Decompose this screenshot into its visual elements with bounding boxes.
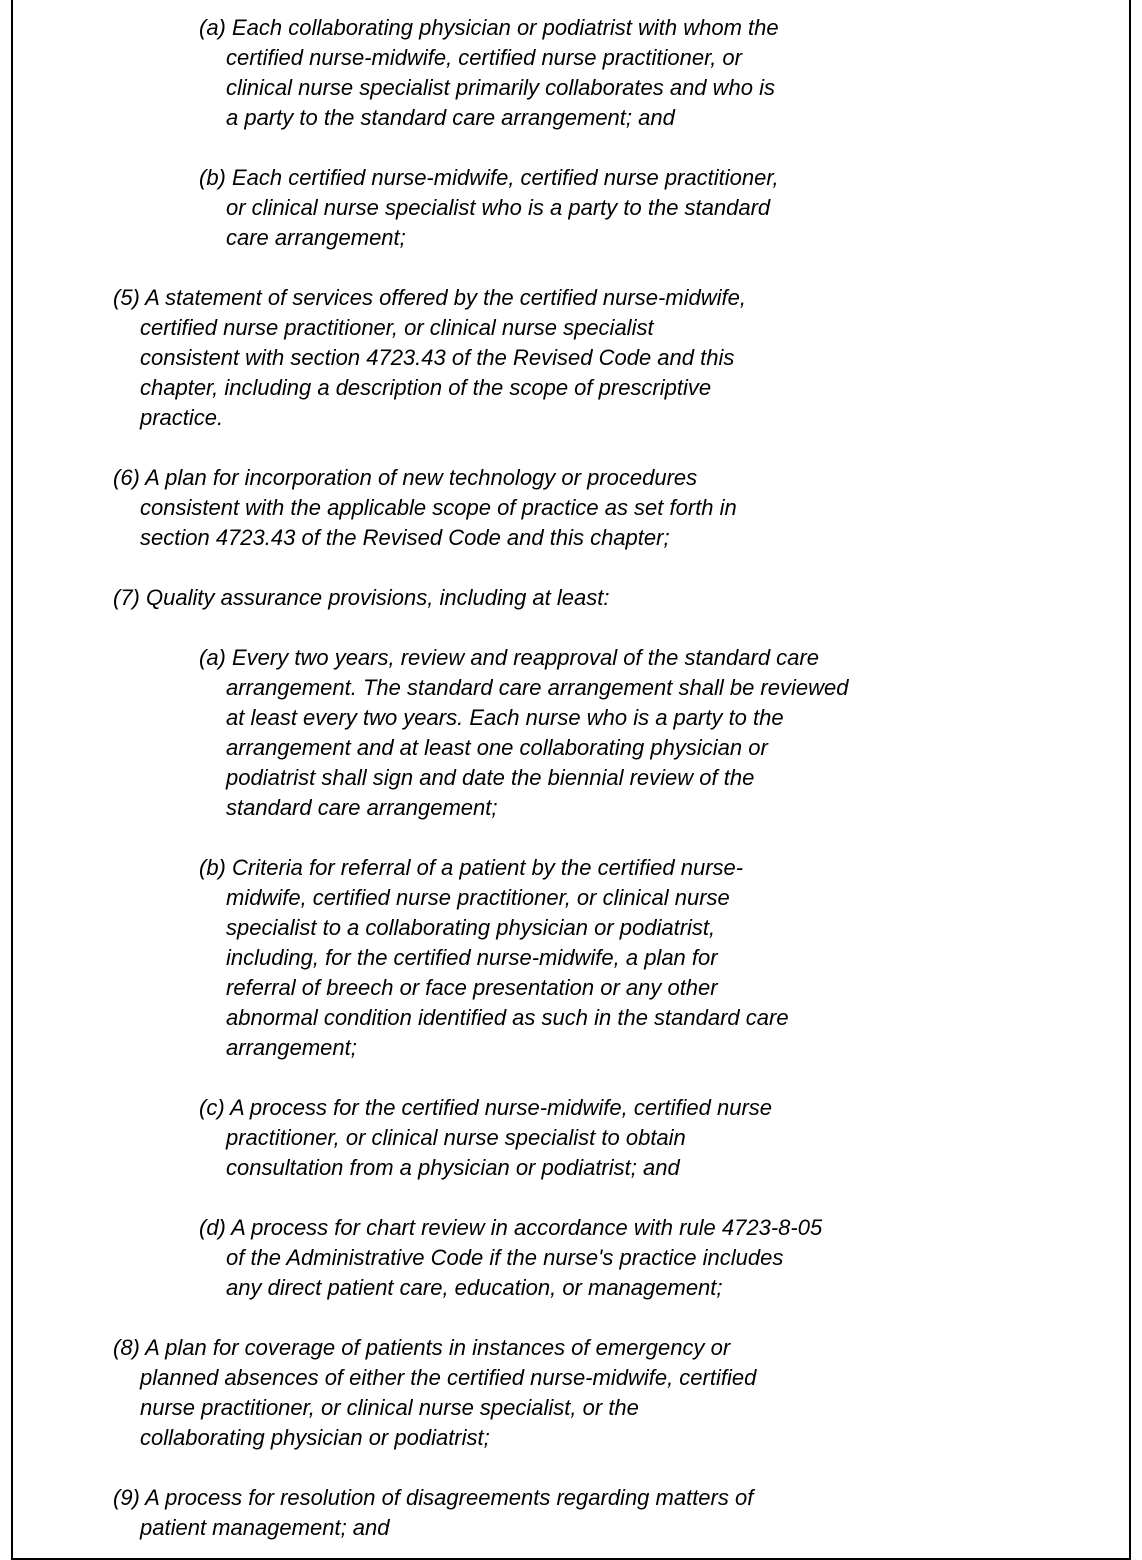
text-line: (6) A plan for incorporation of new technology or procedures xyxy=(113,465,698,490)
text-line: at least every two years. Each nurse who is a party to the xyxy=(226,705,784,730)
text-line: specialist to a collaborating physician or podiatrist, xyxy=(226,915,716,940)
text-line: a party to the standard care arrangement; and xyxy=(226,105,675,130)
text-line: certified nurse-midwife, certified nurse practitioner, or xyxy=(226,45,742,70)
text-line: (a) Every two years, review and reapproval of the standard care xyxy=(199,645,819,670)
text-line: of the Administrative Code if the nurse's practice includes xyxy=(226,1245,784,1270)
paragraph-5 xyxy=(113,283,746,433)
text-line: consultation from a physician or podiatrist; and xyxy=(226,1155,680,1180)
paragraph-8 xyxy=(113,1333,756,1453)
text-line: care arrangement; xyxy=(226,225,406,250)
text-line: practitioner, or clinical nurse specialist to obtain xyxy=(226,1125,686,1150)
text-line: (b) Each certified nurse-midwife, certified nurse practitioner, xyxy=(199,165,779,190)
text-line: (7) Quality assurance provisions, including at least: xyxy=(113,585,610,610)
paragraph-7a xyxy=(199,643,848,823)
text-line: (b) Criteria for referral of a patient by the certified nurse- xyxy=(199,855,744,880)
text-line: (5) A statement of services offered by the certified nurse-midwife, xyxy=(113,285,746,310)
paragraph-9 xyxy=(113,1483,753,1543)
paragraph-7c xyxy=(199,1093,772,1183)
text-line: consistent with the applicable scope of practice as set forth in xyxy=(140,495,737,520)
paragraph-7d xyxy=(199,1213,822,1303)
paragraph-7b xyxy=(199,853,789,1063)
text-line: arrangement; xyxy=(226,1035,357,1060)
text-line: practice. xyxy=(140,405,224,430)
paragraph-4b xyxy=(199,163,779,253)
text-line: including, for the certified nurse-midwife, a plan for xyxy=(226,945,718,970)
text-line: standard care arrangement; xyxy=(226,795,498,820)
text-line: patient management; and xyxy=(140,1515,390,1540)
text-line: (d) A process for chart review in accordance with rule 4723-8-05 xyxy=(199,1215,823,1240)
text-line: referral of breech or face presentation or any other xyxy=(226,975,718,1000)
text-line: clinical nurse specialist primarily collaborates and who is xyxy=(226,75,776,100)
text-line: planned absences of either the certified nurse-midwife, certified xyxy=(140,1365,757,1390)
text-line: podiatrist shall sign and date the biennial review of the xyxy=(226,765,755,790)
text-line: chapter, including a description of the scope of prescriptive xyxy=(140,375,712,400)
text-line: or clinical nurse specialist who is a party to the standard xyxy=(226,195,771,220)
text-line: (8) A plan for coverage of patients in instances of emergency or xyxy=(113,1335,731,1360)
text-line: abnormal condition identified as such in the standard care xyxy=(226,1005,789,1030)
text-line: any direct patient care, education, or management; xyxy=(226,1275,723,1300)
text-line: (c) A process for the certified nurse-midwife, certified nurse xyxy=(199,1095,773,1120)
text-line: nurse practitioner, or clinical nurse specialist, or the xyxy=(140,1395,639,1420)
text-line: certified nurse practitioner, or clinical nurse specialist xyxy=(140,315,654,340)
paragraph-7 xyxy=(113,583,609,613)
text-line: collaborating physician or podiatrist; xyxy=(140,1425,490,1450)
text-line: (a) Each collaborating physician or podiatrist with whom the xyxy=(199,15,779,40)
text-line: section 4723.43 of the Revised Code and this chapter; xyxy=(140,525,670,550)
text-line: arrangement and at least one collaborating physician or xyxy=(226,735,768,760)
text-line: consistent with section 4723.43 of the Revised Code and this xyxy=(140,345,735,370)
paragraph-4a xyxy=(199,13,779,133)
text-line: (9) A process for resolution of disagreements regarding matters of xyxy=(113,1485,754,1510)
text-line: midwife, certified nurse practitioner, or clinical nurse xyxy=(226,885,730,910)
text-line: arrangement. The standard care arrangement shall be reviewed xyxy=(226,675,849,700)
paragraph-6 xyxy=(113,463,737,553)
